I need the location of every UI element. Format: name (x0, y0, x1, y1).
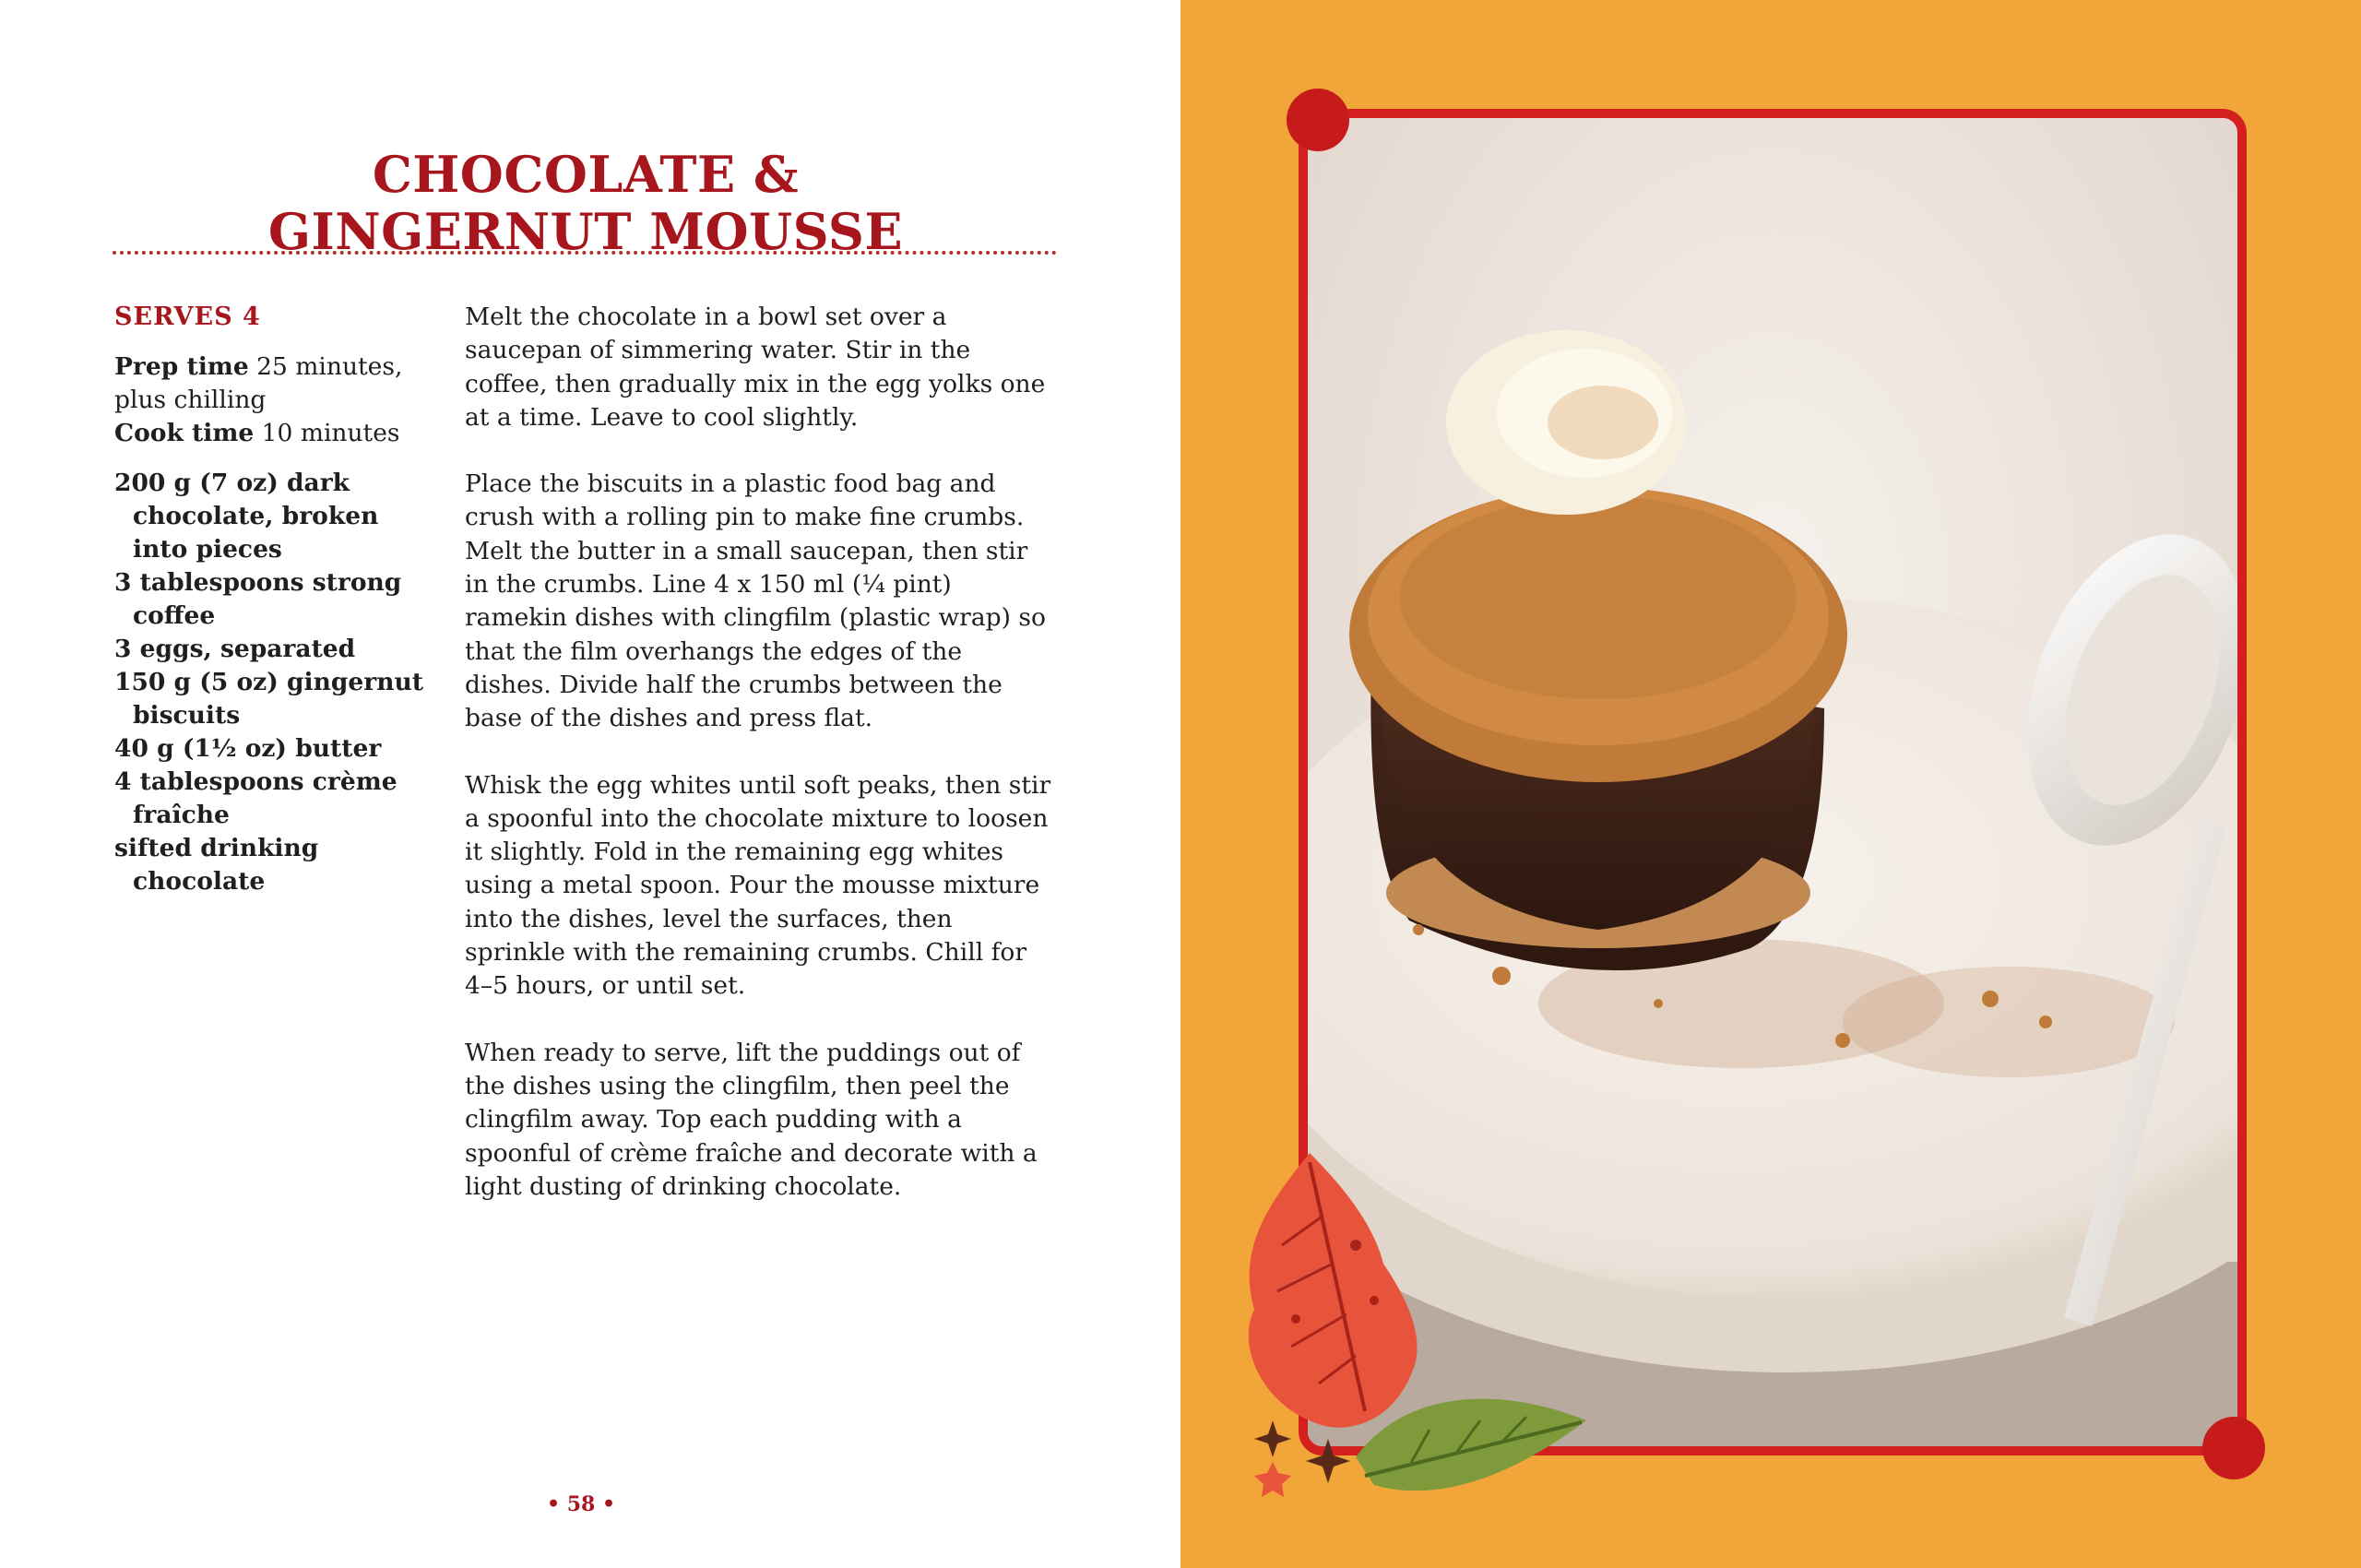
cook-time-value: 10 minutes (254, 419, 400, 447)
cook-time-label: Cook time (114, 419, 255, 447)
ingredient-item: 200 g (7 oz) dark chocolate, broken into pieces (114, 469, 379, 564)
method-step: When ready to serve, lift the puddings out of the dishes using the clingfilm, then peel the clingfilm away. Top each pudding with a spoonful of crème fraîche and decorate with a light dusting of drinking chocolate. (465, 1038, 1038, 1201)
recipe-times (114, 350, 437, 450)
autumn-leaves-icon (1217, 1144, 1605, 1531)
ingredient-item: 3 tablespoons strong coffee (114, 568, 402, 630)
recipe-title (111, 146, 1061, 260)
method-step: Place the biscuits in a plastic food bag and crush with a rolling pin to make fine crumbs. Melt the butter in a small saucepan, then stir in the crumbs. Line 4 x 150 ml (¼ pint) ramekin dishes with clingfilm (plastic wrap) so that the film overhangs the edges of the dishes. Divide half the crumbs between the base of the dishes and press flat. (465, 469, 1046, 733)
method-step: Melt the chocolate in a bowl set over a saucepan of simmering water. Stir in the coffee, then gradually mix in the egg yolks one at a time. Leave to cool slightly. (465, 303, 1046, 432)
ingredient-item: 3 eggs, separated (114, 635, 356, 663)
left-page (0, 0, 1180, 1568)
ingredient-item: 40 g (1½ oz) butter (114, 734, 382, 763)
recipe-info-column (114, 301, 437, 898)
recipe-title-line1: CHOCOLATE & (372, 145, 800, 205)
cook-time (114, 417, 437, 450)
serves-label: SERVES 4 (114, 303, 261, 331)
ingredient-item: 4 tablespoons crème fraîche (114, 767, 397, 829)
prep-time (114, 350, 437, 417)
dotted-divider (113, 251, 1057, 255)
ingredient-item: sifted drinking chocolate (114, 834, 319, 896)
recipe-title-line2: GINGERNUT MOUSSE (267, 202, 904, 262)
page-number: • 58 • (546, 1492, 616, 1516)
prep-time-label: Prep time (114, 352, 249, 381)
prep-time-value: 25 minutes, plus chilling (114, 352, 403, 414)
ingredients-list (114, 467, 437, 898)
frame-corner-dot (2202, 1417, 2265, 1479)
method-column (465, 301, 1055, 1237)
frame-corner-dot (1287, 89, 1349, 151)
method-step: Whisk the egg whites until soft peaks, then stir a spoonful into the chocolate mixture to loosen it slightly. Fold in the remaining egg whites using a metal spoon. Pour the mousse mixture into the dishes, level the surfaces, then sprinkle with the remaining crumbs. Chill for 4–5 hours, or until set. (465, 770, 1051, 1001)
ingredient-item: 150 g (5 oz) gingernut biscuits (114, 668, 423, 730)
